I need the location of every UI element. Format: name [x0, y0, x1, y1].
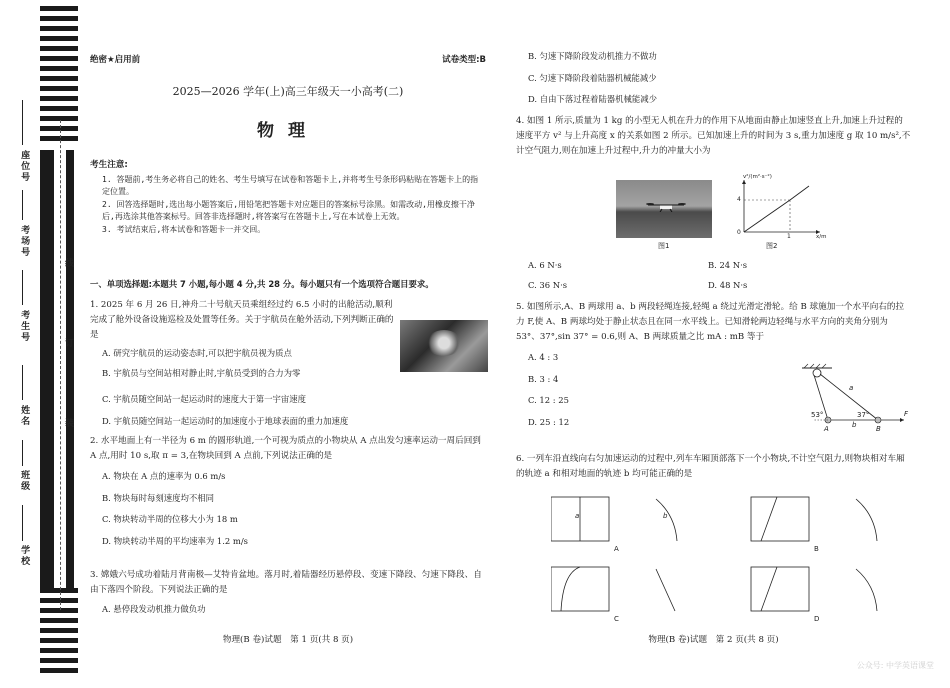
note-item: 2. 回答选择题时,选出每小题答案后,用铅笔把答题卡对应题目的答案标号涂黑。如需改动,用橡皮擦干净后,再选涂其他答案标号。回答非选择题时,将答案写在答题卡上,写在本试卷上无效。	[102, 199, 475, 222]
q4-figures	[616, 174, 827, 255]
drone-icon	[646, 202, 686, 212]
question-3	[90, 568, 486, 616]
paper-type: 试卷类型:B	[442, 55, 486, 65]
binding-strip	[0, 0, 80, 688]
question-stem: 4. 如图 1 所示,质量为 1 kg 的小型无人机在升力的作用下从地面由静止加速竖直上升,加速上升过程的速度平方 v² 与上升高度 x 的关系如图 2 所示。已知加速上升的时间为 3 s,重力加速度 g 取 10 m/s²,不计空气阻力,则在加速上升过程中,升力的冲量大小为	[516, 116, 911, 157]
field-room-number: 考场号	[19, 225, 30, 258]
page-right	[516, 0, 911, 688]
option-c: C. 宇航员随空间站一起运动时的速度大于第一宇宙速度	[102, 394, 307, 405]
rope-b-label: b	[852, 421, 857, 429]
option-d: D. 48 N·s	[708, 280, 748, 291]
graph-origin: 0	[737, 229, 741, 236]
notes-list	[102, 174, 482, 236]
option-b: B. 物块每时每刻速度均不相同	[102, 492, 214, 503]
figure-1-caption: 图1	[658, 242, 670, 250]
secrecy-label: 绝密★启用前	[90, 55, 141, 65]
question-stem: 6. 一列车沿直线向右匀加速运动的过程中,列车车厢顶部落下一个小物块,不计空气阻力,则物块相对车厢的轨迹 a 和相对地面的轨迹 b 均可能正确的是	[516, 454, 905, 480]
trajectory-options	[551, 493, 911, 623]
question-stem: 3. 嫦娥六号成功着陆月背南极—艾特肯盆地。落月时,着陆器经历悬停段、变速下降段、匀速下降段、自由下落四个阶段。下列说法正确的是	[90, 570, 482, 596]
field-seat-number: 座位号	[19, 150, 30, 183]
option-b: B. 3 : 4	[528, 373, 559, 384]
notes-title: 考生注意:	[90, 160, 128, 170]
seal-char-line: 线	[63, 258, 74, 267]
option-c: C. 物块转动半周的位移大小为 18 m	[102, 514, 238, 525]
question-6	[516, 452, 911, 482]
page-left	[90, 0, 486, 688]
field-candidate-number: 考生号	[19, 310, 30, 343]
options-grid	[516, 260, 911, 292]
option-a: A. 研究宇航员的运动姿态时,可以把宇航员视为质点	[102, 348, 292, 359]
question-stem: 2. 水平地面上有一半径为 6 m 的圆形轨道,一个可视为质点的小物块从 A 点出发匀速率运动一周后回到 A 点,用时 10 s,取 π = 3,在物块回到 A 点前,下列说法正确的是	[90, 436, 481, 462]
angle-37-label: 37°	[857, 411, 870, 419]
curve-a-label: a	[575, 512, 580, 520]
question-3-continued	[516, 50, 911, 106]
graph-ytick: 4	[737, 196, 741, 203]
question-stem: 5. 如图所示,A、B 两球用 a、b 两段轻绳连接,轻绳 a 绕过光滑定滑轮。给 B 球施加一个水平向右的拉力 F,使 A、B 两球均处于静止状态且在同一水平线上。已知滑轮两边轻绳与水平方向的夹角分别为 53°、37°,sin 37° = 0.6,则 A、B 两球质量之比 mA : mB 等于	[516, 302, 905, 343]
option-b: B. 24 N·s	[708, 260, 748, 270]
option-c: C. 12 : 25	[528, 395, 569, 406]
page-footer-right: 物理(B 卷)试题 第 2 页(共 8 页)	[648, 635, 779, 645]
option-a: A. 6 N·s	[528, 260, 562, 270]
graph-ylabel: v²/(m²·s⁻²)	[743, 174, 772, 180]
option-b: B. 匀速下降阶段发动机推力不做功	[528, 51, 657, 61]
rope-a-label: a	[849, 384, 854, 392]
option-a: A. 物块在 A 点的速率为 0.6 m/s	[102, 471, 226, 482]
drone-photo	[616, 180, 712, 238]
option-d: D. 物块转动半周的平均速率为 1.2 m/s	[102, 535, 248, 546]
choice-b-label: B	[814, 545, 819, 553]
watermark: 公众号: 中学英语课堂	[856, 661, 934, 670]
binding-bar	[40, 150, 78, 590]
force-f-label: F	[904, 410, 909, 418]
graph-xtick: 1	[787, 233, 791, 240]
seal-char-bind: 装	[63, 418, 74, 427]
question-2	[90, 434, 486, 548]
section-title: 一、单项选择题:本题共 7 小题,每小题 4 分,共 28 分。每小题只有一个选项符合题目要求。	[90, 279, 434, 289]
curve-b-label: b	[663, 512, 668, 520]
choice-c-label: C	[614, 615, 619, 623]
option-d: D. 自由下落过程着陆器机械能减少	[528, 94, 657, 105]
choice-a-label: A	[614, 545, 619, 553]
graph-xlabel: x/m	[816, 234, 827, 240]
option-d: D. 25 : 12	[528, 416, 570, 427]
angle-53-label: 53°	[811, 411, 824, 419]
binding-stripes-top	[40, 6, 78, 146]
note-item: 3. 考试结束后,将本试卷和答题卡一并交回。	[102, 224, 266, 234]
seal-char-order: 订	[63, 338, 74, 347]
subject-title: 物理	[257, 121, 319, 141]
v2-x-graph	[734, 176, 827, 240]
question-stem: 1. 2025 年 6 月 26 日,神舟二十号航天员乘组经过约 6.5 小时的出舱活动,顺利完成了舱外设备设施巡检及处置等任务。关于宇航员在舱外活动,下列判断正确的是	[90, 300, 394, 341]
option-a: A. 悬停段发动机推力做负功	[102, 604, 206, 615]
astronaut-photo	[400, 320, 488, 372]
option-c: C. 36 N·s	[528, 280, 568, 291]
question-4	[516, 114, 911, 159]
field-school: 学校	[19, 545, 30, 567]
figure-2-caption: 图2	[766, 242, 778, 250]
exam-title: 2025—2026 学年(上)高三年级天一小高考(二)	[172, 85, 404, 98]
option-c: C. 匀速下降阶段着陆器机械能减少	[528, 72, 657, 83]
ball-b-label: B	[876, 425, 881, 433]
choice-d-label: D	[814, 615, 820, 623]
binding-stripes-bottom	[40, 588, 78, 678]
note-item: 1. 答题前,考生务必将自己的姓名、考生号填写在试卷和答题卡上,并将考生号条形码粘贴在答题卡上的指定位置。	[102, 175, 479, 197]
option-b: B. 宇航员与空间站相对静止时,宇航员受到的合力为零	[102, 367, 301, 378]
field-class: 班级	[19, 470, 30, 492]
option-d: D. 宇航员随空间站一起运动时的加速度小于地球表面的重力加速度	[102, 415, 349, 426]
question-4-options	[516, 260, 911, 292]
page-footer-left: 物理(B 卷)试题 第 1 页(共 8 页)	[222, 635, 354, 645]
ball-a-label: A	[824, 425, 829, 433]
option-a: A. 4 : 3	[528, 352, 559, 363]
field-name: 姓名	[19, 405, 30, 427]
cut-line	[60, 120, 61, 610]
